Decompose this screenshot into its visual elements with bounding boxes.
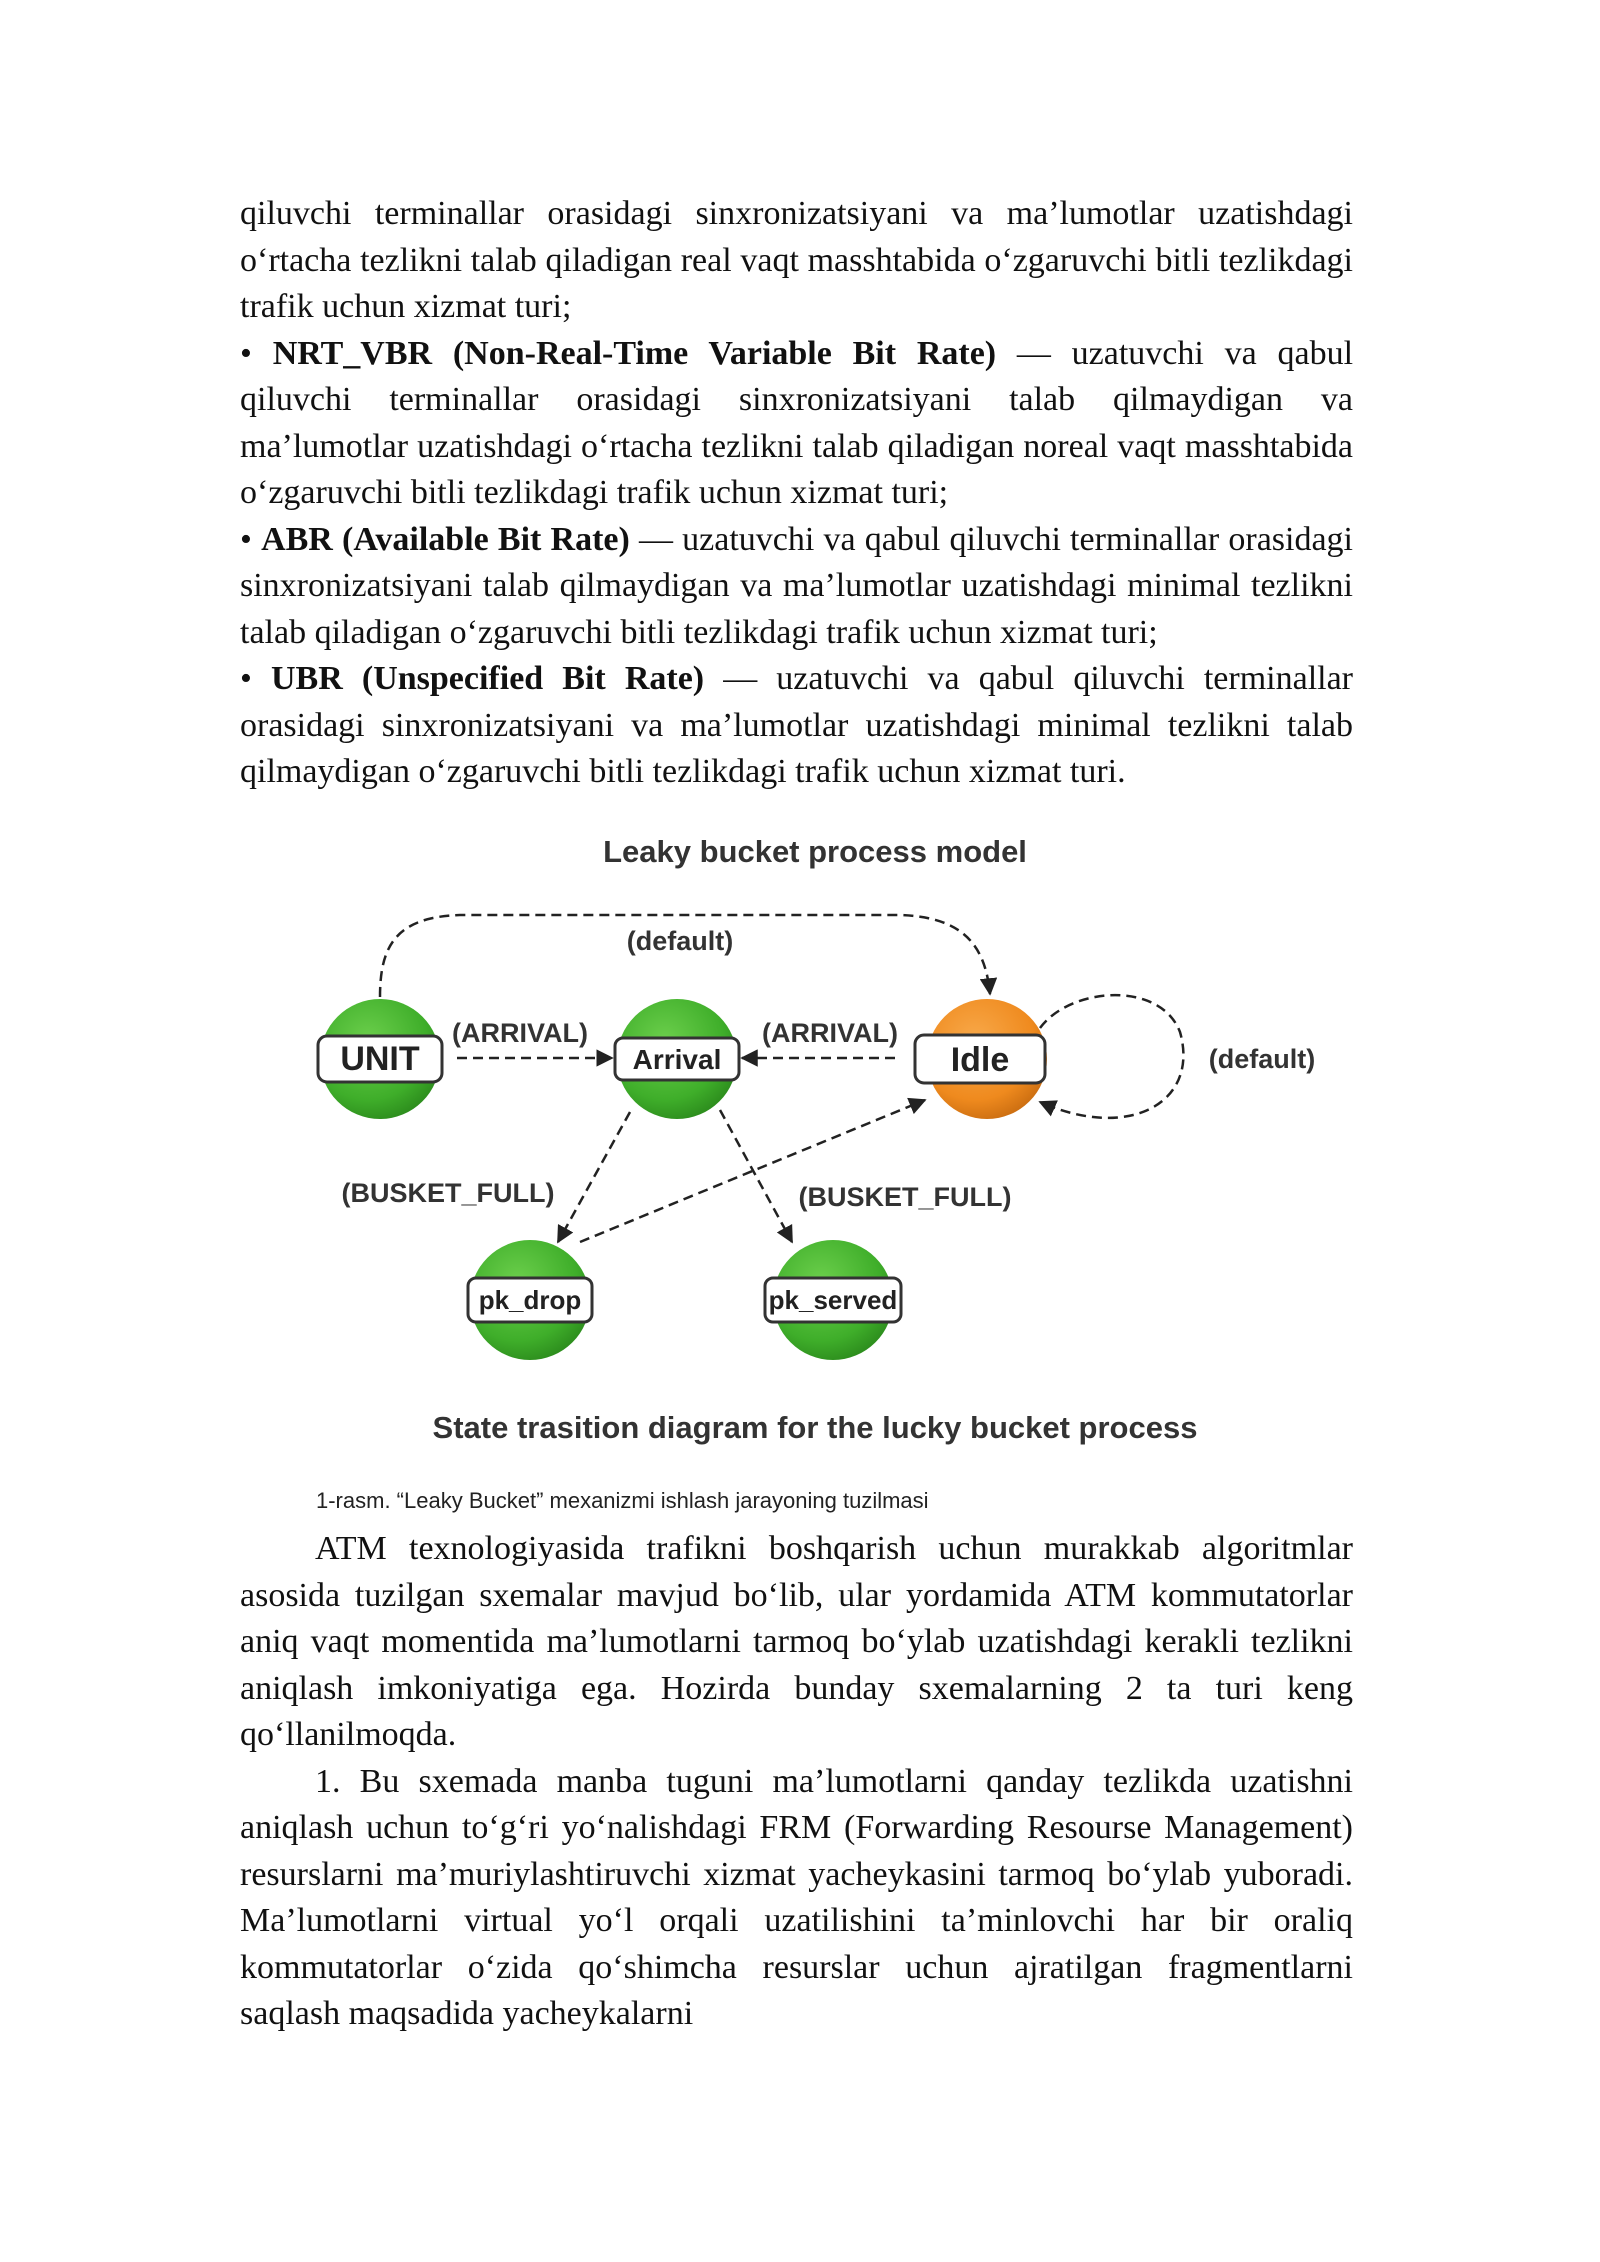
state-idle [915, 999, 1047, 1119]
label-arrival-right: (ARRIVAL) [762, 1018, 898, 1048]
bullet-nrt-vbr [240, 331, 1353, 517]
state-unit [318, 999, 442, 1119]
state-label: pk_served [768, 1285, 898, 1315]
desc-nrt-vbr: — uzatuvchi va qabul qiluvchi terminallar orasidagi sinxronizatsiyani talab qilmaydigan va ma’lumotlar uzatishdagi o‘rtacha tezlikni talab qiladigan noreal vaqt masshtabida o‘zgaruvchi bitli tezlikdagi trafik uchun xizmat turi; [240, 334, 1354, 511]
bullet-abr [240, 517, 1353, 657]
leaky-bucket-diagram [240, 832, 1360, 1482]
label-arrival-left: (ARRIVAL) [452, 1018, 588, 1048]
term-ubr: UBR (Unspecified Bit Rate) [271, 660, 705, 697]
state-arrival [615, 999, 739, 1119]
edge-arrival-pkdrop [558, 1112, 630, 1242]
paragraph-rt-vbr-end: qiluvchi terminallar orasidagi sinxronizatsiyani va ma’lumotlar uzatishdagi o‘rtacha tezlikni talab qiladigan real vaqt masshtabida o‘zgaruvchi bitli tezlikdagi trafik uchun xizmat turi; [240, 195, 1353, 325]
state-label: pk_drop [478, 1285, 582, 1315]
term-abr: ABR (Available Bit Rate) [261, 520, 630, 558]
state-label: UNIT [340, 1040, 420, 1078]
label-bucket-full-right: (BUSKET_FULL) [798, 1182, 1012, 1212]
figure-subtitle: State trasition diagram for the lucky bucket process [432, 1410, 1198, 1445]
state-label: Idle [950, 1041, 1010, 1079]
bullet-mark: • [240, 334, 252, 372]
label-default-right: (default) [1208, 1044, 1316, 1074]
edge-idle-self-default [1040, 995, 1183, 1118]
state-pk-served [765, 1240, 901, 1360]
desc-ubr: — uzatuvchi va qabul qiluvchi terminallar orasidagi sinxronizatsiyani va ma’lumotlar uzatishdagi minimal tezlikni talab qilmaydigan o‘zgaruvchi bitli tezlikdagi trafik uchun xizmat turi. [240, 660, 1354, 790]
bullet-ubr [240, 656, 1353, 796]
term-nrt-vbr: NRT_VBR (Non-Real-Time Variable Bit Rate) [272, 334, 997, 372]
state-label: Arrival [632, 1044, 722, 1075]
text-block-bottom [240, 1526, 1353, 2038]
figure-caption: 1-rasm. “Leaky Bucket” mexanizmi ishlash jarayoning tuzilmasi [316, 1488, 929, 1513]
edge-arrival-pkserved [720, 1110, 792, 1242]
bullet-mark: • [240, 520, 252, 558]
paragraph-scheme-1: 1. Bu sxemada manba tuguni ma’lumotlarni qanday tezlikda uzatishni aniqlash uchun to‘g‘ri yo‘nalishdagi FRM (Forwarding Resourse Management) resurslarni ma’muriylashtiruvchi xizmat yacheykasini tarmoq bo‘ylab yuboradi. Ma’lumotlarni virtual yo‘l orqali uzatilishini ta’minlovchi har bir oraliq kommutatorlar o‘zida qo‘shimcha resurslar uchun ajratilgan fragmentlarni saqlash maqsadida yacheykalarni [240, 1762, 1353, 2032]
figure-title: Leaky bucket process model [603, 834, 1027, 869]
paragraph-atm: ATM texnologiyasida trafikni boshqarish uchun murakkab algoritmlar asosida tuzilgan sxemalar mavjud bo‘lib, ular yordamida ATM kommutatorlar aniq vaqt momentida ma’lumotlarni tarmoq bo‘ylab uzatishdagi kerakli tezlikni aniqlash imkoniyatiga ega. Hozirda bunday sxemalarning 2 ta turi keng qo‘llanilmoqda. [240, 1530, 1353, 1753]
desc-abr: — uzatuvchi va qabul qiluvchi terminallar orasidagi sinxronizatsiyani talab qilmaydigan va ma’lumotlar uzatishdagi minimal tezlikni talab qiladigan o‘zgaruvchi bitli tezlikdagi trafik uchun xizmat turi; [240, 520, 1354, 651]
label-bucket-full-left: (BUSKET_FULL) [341, 1178, 555, 1208]
text-block-top [240, 191, 1353, 796]
bullet-mark: • [240, 660, 252, 697]
label-default-top: (default) [626, 926, 734, 956]
state-pk-drop [468, 1240, 592, 1360]
